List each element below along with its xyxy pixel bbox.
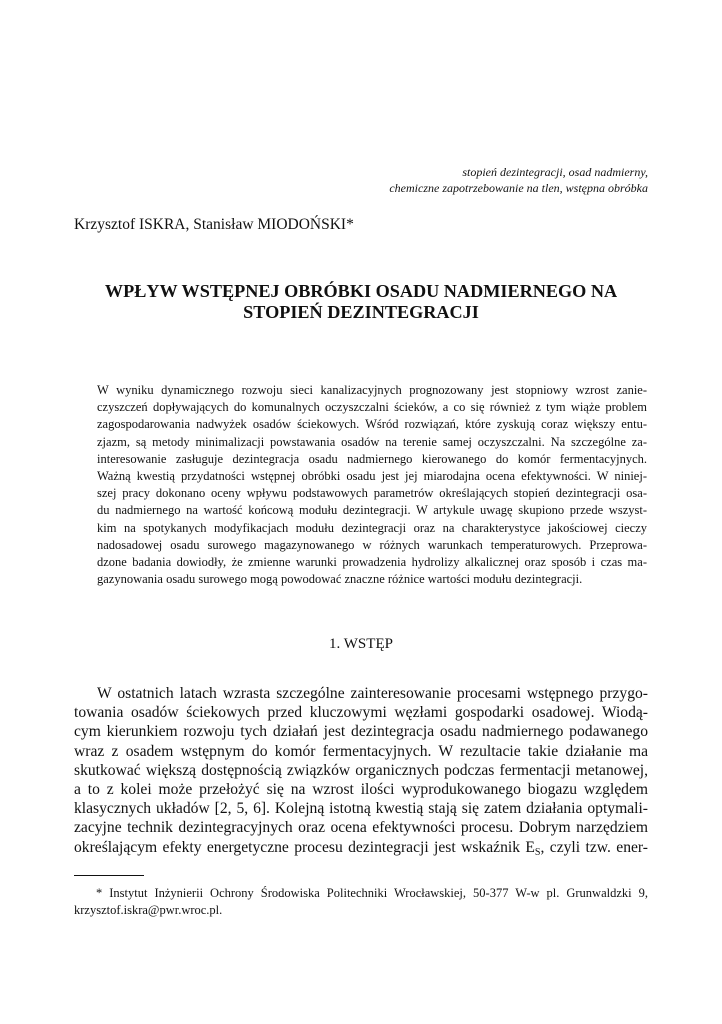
abstract-line: zagospodarowania nadwyżek osadów ściekowych. Wśród rozwiązań, które zyskują coraz większy entu-	[97, 417, 647, 432]
section-heading: 1. WSTĘP	[329, 636, 393, 652]
body-line: cym kierunkiem rozwoju tych działań jest dezintegracja osadu nadmiernego podawanego	[74, 723, 648, 741]
abstract-line: W wyniku dynamicznego rozwoju sieci kanalizacyjnych prognozowany jest stopniowy wzrost zanie-	[97, 383, 647, 397]
body-line-last	[74, 838, 648, 857]
footnote-line-2: krzysztof.iskra@pwr.wroc.pl.	[74, 903, 223, 917]
footnote	[74, 885, 648, 919]
abstract-line: czyszczeń dopływających do komunalnych oczyszczalni ścieków, a co się również z tym wiąże problem	[97, 400, 647, 415]
body-line: W ostatnich latach wzrasta szczególne zainteresowanie procesami wstępnego przygo-	[97, 685, 648, 702]
title-line-2: STOPIEŃ DEZINTEGRACJI	[243, 302, 479, 322]
title-line-1: WPŁYW WSTĘPNEJ OBRÓBKI OSADU NADMIERNEGO NA	[104, 281, 618, 301]
body-line: skutkować większą dostępnością związków organicznych podczas fermentacji metanowej,	[74, 761, 648, 779]
body-line: klasycznych układów [2, 5, 6]. Kolejną istotną kwestią stają się zatem działania optymali-	[74, 800, 648, 818]
keywords-line-1: stopień dezintegracji, osad nadmierny,	[462, 165, 648, 179]
paper-title	[74, 281, 648, 323]
abstract-line: nadosadowej osadu surowego magazynowanego w różnych warunkach temperaturowych. Przeprowa-	[97, 537, 647, 552]
abstract-line: szej pracy dokonano oceny wpływu podstawowych parametrów określających stopień dezintegracji osa-	[97, 486, 647, 501]
keywords	[128, 164, 648, 196]
body-line: towania osadów ściekowych przed kluczowymi węzłami gospodarki osadowej. Wiodą-	[74, 704, 648, 722]
abstract-line: interesowanie zasługuje dezintegracja osadu nadmiernego kierowanego do komór fermentacyjnych.	[97, 451, 647, 466]
abstract-line: zjazm, są metody minimalizacji powstawania osadów na terenie samej oczyszczalni. Na szczególne za-	[97, 434, 647, 449]
abstract-line: du nadmiernego na wartość końcową modułu dezintegracji. W artykule uwagę skupiono przede wszyst-	[97, 503, 647, 518]
body-line: wraz z osadem wstępnym do komór fermentacyjnych. W rezultacie takie działanie ma	[74, 742, 648, 760]
body-line: a to z kolei może przełożyć się na wzrost ilości wyprodukowanego biogazu względem	[74, 781, 648, 799]
abstract-line: gazynowania osadu surowego mogą powodować znaczne różnice wartości modułu dezintegracji.	[97, 572, 583, 587]
body-paragraph	[74, 684, 648, 857]
authors: Krzysztof ISKRA, Stanisław MIODOŃSKI*	[74, 216, 354, 233]
footnote-rule	[74, 875, 144, 876]
footnote-line-1: * Instytut Inżynierii Ochrony Środowiska Politechniki Wrocławskiej, 50-377 W-w pl. Grunwaldzki 9,	[96, 886, 648, 900]
body-last-after: , czyli tzw. ener-	[540, 838, 648, 856]
body-last-before: określającym efekty energetyczne procesu dezintegracji jest wskaźnik E	[74, 838, 535, 856]
abstract-line: dzone badania dowiodły, że zmienne warunki prowadzenia hydrolizy alkalicznej oraz sposób i czas ma-	[97, 555, 647, 570]
abstract-line: kim na spotykanych modyfikacjach modułu dezintegracji oraz na charakterystyce jakościowej cieczy	[97, 520, 647, 535]
es-subscript: S	[534, 846, 541, 858]
abstract	[97, 382, 647, 588]
body-line: zacyjne technik dezintegracyjnych oraz ocena efektywności procesu. Dobrym narzędziem	[74, 819, 648, 837]
abstract-line: Ważną kwestią przydatności wstępnej obróbki osadu jest jej miarodajna ocena efektywności. W niniej-	[97, 469, 647, 484]
keywords-line-2: chemiczne zapotrzebowanie na tlen, wstępna obróbka	[389, 181, 648, 195]
